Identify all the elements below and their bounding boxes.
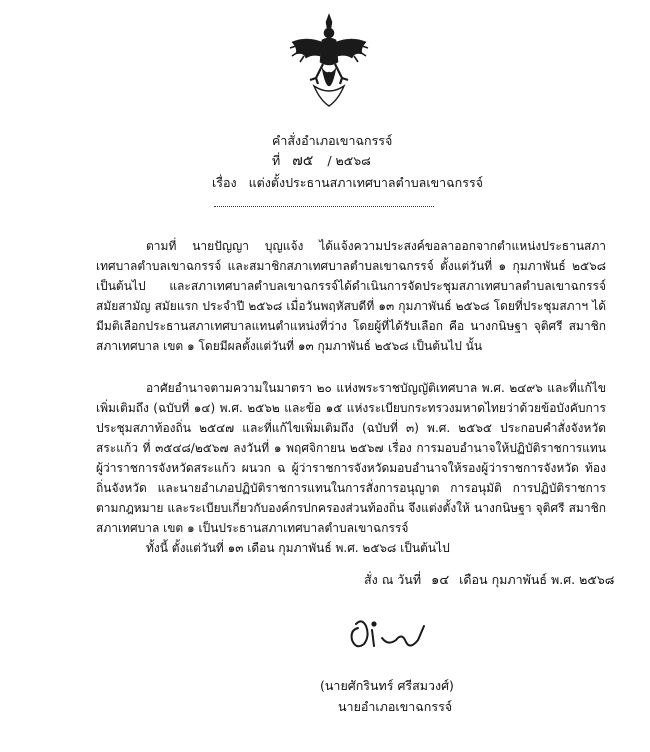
divider (214, 206, 434, 207)
subject-label: เรื่อง (212, 175, 237, 190)
signer-name: (นายศักรินทร์ ศรีสมวงศ์) (320, 678, 454, 693)
sign-date-suffix: เดือน กุมภาพันธ์ พ.ศ. ๒๕๖๘ (459, 572, 615, 587)
sign-day: ๑๔ (431, 573, 450, 588)
order-number: ๗๕ (292, 153, 314, 169)
paragraph-3 (96, 538, 606, 558)
paragraph-1 (96, 236, 606, 356)
paragraph-1-text: ตามที่ นายปัญญา บุญแจ้ง ได้แจ้งความประสงค์ขอลาออกจากตำแหน่งประธานสภาเทศบาลตำบลเขาฉกรรจ์ และสมาชิกสภาเทศบาลตำบลเขาฉกรรจ์ ตั้งแต่วันที่ ๑ กุมภาพันธ์ ๒๕๖๘ เป็นต้นไป และสภาเทศบาลตำบลเขาฉกรรจ์ได้ดำเนินการจัดประชุมสภาเทศบาลตำบลเขาฉกรรจ์ สมัยสามัญ สมัยแรก ประจำปี ๒๕๖๘ เมื่อวันพฤหัสบดีที่ ๑๓ กุมภาพันธ์ ๒๕๖๘ โดยที่ประชุมสภาฯ ได้มีมติเลือกประธานสภาเทศบาลแทนตำแหน่งที่ว่าง โดยผู้ที่ได้รับเลือก คือ นางกนิษฐา จุติศรี สมาชิกสภาเทศบาล เขต ๑ โดยมีผลตั้งแต่วันที่ ๑๓ กุมภาพันธ์ ๒๕๖๘ เป็นต้นไป นั้น (96, 239, 606, 353)
garuda-emblem-icon (288, 12, 370, 108)
subject-line (212, 173, 483, 193)
sign-date-prefix: สั่ง ณ วันที่ (364, 572, 422, 587)
order-number-line (272, 150, 371, 172)
order-number-label: ที่ (272, 153, 281, 168)
signer-position: นายอำเภอเขาฉกรรจ์ (338, 699, 453, 714)
paragraph-3-text: ทั้งนี้ ตั้งแต่วันที่ ๑๓ เดือน กุมภาพันธ์ พ.ศ. ๒๕๖๘ เป็นต้นไป (146, 541, 450, 555)
subject-text: แต่งตั้งประธานสภาเทศบาลตำบลเขาฉกรรจ์ (248, 175, 483, 190)
paragraph-2 (96, 378, 606, 538)
paragraph-2-text: อาศัยอำนาจตามความในมาตรา ๒๐ แห่งพระราชบัญญัติเทศบาล พ.ศ. ๒๔๙๖ และที่แก้ไขเพิ่มเติมถึง (ฉบับที่ ๑๔) พ.ศ. ๒๕๖๒ และข้อ ๑๕ แห่งระเบียบกระทรวงมหาดไทยว่าด้วยข้อบังคับการประชุมสภาท้องถิ่น ๒๕๔๗ และที่แก้ไขเพิ่มเติมถึง (ฉบับที่ ๓) พ.ศ. ๒๕๖๕ ประกอบคำสั่งจังหวัดสระแก้ว ที่ ๓๕๔๘/๒๕๖๗ ลงวันที่ ๑ พฤศจิกายน ๒๕๖๗ เรื่อง การมอบอำนาจให้ปฏิบัติราชการแทนผู้ว่าราชการจังหวัดสระแก้ว ผนวก ฉ ผู้ว่าราชการจังหวัดมอบอำนาจให้รองผู้ว่าราชการจังหวัด ท้องถิ่นจังหวัด และนายอำเภอปฏิบัติราชการแทนในการสั่งการอนุญาต การอนุมัติ การปฏิบัติราชการตามกฎหมาย และระเบียบเกี่ยวกับองค์กรปกครองส่วนท้องถิ่น จึงแต่งตั้งให้ นางกนิษฐา จุติศรี สมาชิกสภาเทศบาล เขต ๑ เป็นประธานสภาเทศบาลตำบลเขาฉกรรจ์ (96, 381, 606, 535)
document-title: คำสั่งอำเภอเขาฉกรรจ์ (272, 133, 393, 148)
signature-image (344, 610, 434, 658)
order-year: / ๒๕๖๘ (327, 153, 371, 168)
sign-date-line (364, 569, 614, 590)
